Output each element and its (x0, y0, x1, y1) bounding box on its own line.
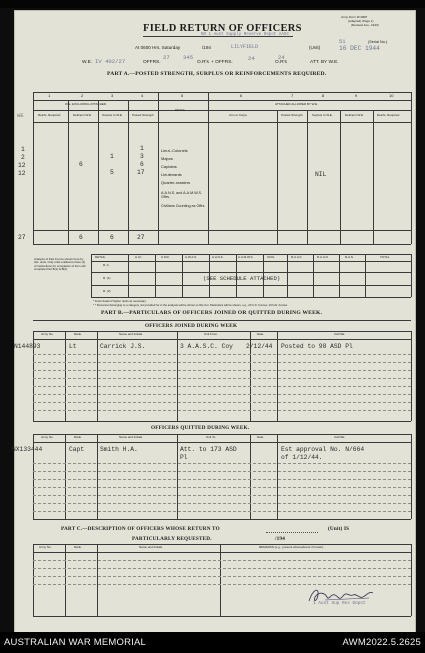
analysis-note: Analysis of Part A to be shown here by ALL units. Only units entitled to have (1) of instructions for completion of form will complete Part B(1) & B(2). (34, 257, 86, 271)
place-stamp: LILYFIELD (231, 44, 259, 50)
col-num-2: 2 (81, 93, 84, 98)
archive-caption-bar (0, 632, 425, 653)
header-date-line: /194 (202, 45, 211, 50)
col2-captains: 6 (79, 161, 83, 168)
detail-lieutenants: Lieutenants (161, 172, 182, 177)
analysis-head-awas: A.W.A.S. (185, 255, 198, 259)
plus-offrs-label: + OFFRS. (211, 60, 233, 65)
margin-we-note: WE (17, 112, 24, 119)
quitted-head-date: Date. (257, 435, 265, 439)
col1-row2: 2 (21, 154, 25, 161)
att-by-we-label: ATT. BY W.E. (310, 60, 339, 65)
total-col1: 27 (18, 234, 26, 241)
part-a-title: PART A.—POSTED STRENGTH, SURPLUS OR REINFORCEMENTS REQUIRED. (107, 71, 327, 77)
unit-stamp: 1 Aust Sup Res Depot (313, 601, 366, 606)
ors2-label: O.R's (275, 60, 287, 65)
col4-lieutenants: 17 (137, 169, 145, 176)
head-reinfs-att: Reinfs. Required (377, 113, 400, 117)
attached-heading: ATTACHED ALLOWED BY W.E. (275, 102, 319, 106)
analysis-head-ran: R.A.N. (345, 255, 354, 259)
quitted-title: OFFICERS QUITTED DURING WEEK. (151, 425, 250, 431)
joined-rank: Lt (69, 343, 77, 350)
quitted-rank: Capt (69, 446, 85, 453)
unit-typed: NO 1 Aust Supply Reserve Depot AASC (201, 33, 289, 37)
detail-majors: Majors (161, 156, 174, 161)
col1-row4: 12 (18, 170, 26, 177)
form-title: FIELD RETURN OF OFFICERS (143, 23, 302, 34)
footnote-higher-ranks: * Insert detail of higher ranks as necessary. (93, 299, 147, 303)
we-label: W.E. (82, 60, 93, 65)
joined-head-rank: Rank. (74, 332, 82, 336)
head-deficient: Deficient W.E. (73, 113, 92, 117)
col4-lt-col: 1 (140, 145, 144, 152)
part-c-title: PART C.—DESCRIPTION OF OFFICERS WHOSE RETURN TO (61, 526, 220, 532)
quitted-army-no: NX133444 (12, 446, 43, 453)
quitted-unit-to-cont: Pl (180, 454, 188, 461)
ors-value: 345 (183, 54, 194, 61)
total-col4: 27 (137, 234, 145, 241)
form-ref-army-form: Army Form W.3008 (341, 15, 367, 19)
analysis-row-a: R. A. (103, 263, 110, 267)
quitted-unit-to: Att. to 173 ASD (180, 446, 237, 453)
joined-head-army-no: Army No. (41, 332, 54, 336)
col1-row3: 12 (18, 162, 26, 169)
part-c-head-rank: Rank. (74, 545, 82, 549)
part-c-head-remarks: REMARKS (e.g., present whereabouts if known). (259, 545, 325, 549)
nil-value: NIL (315, 171, 327, 178)
archive-caption-left: AUSTRALIAN WAR MEMORIAL (4, 637, 147, 648)
head-deficient-att: Deficient W.E. (345, 113, 364, 117)
col1-row1: 1 (21, 146, 25, 153)
analysis-head-detail: DETAIL (95, 255, 106, 259)
col4-majors: 3 (140, 153, 144, 160)
head-posted-strength: Posted Strength (132, 113, 154, 117)
col-num-8: 8 (322, 93, 325, 98)
col3-lieutenants: 5 (110, 169, 114, 176)
analysis-head-aans: A.A.N.S. (212, 255, 224, 259)
head-surplus: Surplus to W.E. (102, 113, 123, 117)
analysis-head-civil: CIVIL (267, 255, 275, 259)
col-num-7: 7 (291, 93, 294, 98)
analysis-row-r1: R. (1) (103, 276, 111, 280)
quitted-head-unit-to: Unit To. (206, 435, 217, 439)
archive-caption-right: AWM2022.5.2625 (342, 637, 421, 648)
joined-head-cause: CAUSE. (334, 332, 346, 336)
joined-title: OFFICERS JOINED DURING WEEK (145, 323, 238, 329)
head-reinfs-required: Reinfs. Required (38, 113, 61, 117)
footnote-personnel: * * Personnel belonging to a category not provided for in the analysis will be shown in this Col. Particulars will be shown, e.g., 20 U.K. Forces; 10 N.E. Forces. (93, 303, 288, 307)
quitted-name: Smith H.A. (100, 446, 138, 453)
detail-civilians: Civilians Counting as Offrs. (161, 204, 206, 208)
serial-typed: 51 (339, 38, 346, 45)
joined-unit-from: 3 A.A.S.C. Coy (180, 343, 233, 350)
col-num-6: 6 (240, 93, 243, 98)
joined-name: Carrick J.S. (100, 343, 146, 350)
col4-captains: 6 (140, 161, 144, 168)
quitted-head-rank: Rank. (74, 435, 82, 439)
quitted-head-army-no: Army No. (41, 435, 54, 439)
analysis-head-total: TOTAL (380, 255, 390, 259)
total-col3: 6 (110, 234, 114, 241)
form-ref-adapted: (Adapted) (Page 1) (348, 19, 374, 23)
offrs-value: 27 (163, 54, 170, 61)
analysis-head-aamws: A.A.M.W.S. (238, 255, 254, 259)
we-excl-heading: W.E. EXCLUDING ATTACHED. (65, 102, 107, 106)
detail-captains: Captains (161, 164, 177, 169)
joined-cause: Posted to 98 ASD Pl (281, 343, 353, 350)
part-c-head-army-no: Army No. (39, 545, 52, 549)
unit-label: (Unit) (309, 45, 321, 50)
quitted-head-name: Name and Initials. (119, 435, 144, 439)
analysis-head-raaf: R.A.A.F. (291, 255, 303, 259)
col-num-3: 3 (111, 93, 114, 98)
analysis-head-raan: R.A.A.N. (317, 255, 329, 259)
offrs-label: OFFRS. (143, 60, 161, 65)
part-c-head-name: Name and Initials. (139, 545, 164, 549)
joined-head-unit-from: Unit From. (204, 332, 219, 336)
serial-label: (Serial No.) (368, 40, 388, 44)
col-num-9: 9 (355, 93, 358, 98)
head-arm-corps: Arm or Corps (229, 113, 247, 117)
top-border (0, 0, 425, 8)
joined-army-no: N144893 (14, 343, 41, 350)
part-c-unit-label: (Unit) IS (328, 526, 350, 532)
quitted-head-cause: CAUSE. (334, 435, 346, 439)
head-detail: DETAIL (175, 108, 186, 112)
col-num-10: 10 (389, 93, 394, 98)
joined-head-name: Name and Initials. (119, 332, 144, 336)
part-c-title-2: PARTICULARLY REQUESTED. (132, 536, 212, 542)
head-surplus-att: Surplus to W.E. (312, 113, 333, 117)
col3-majors: 1 (110, 153, 114, 160)
detail-aans-aamws: A.A.N.S. and A.A.M.W.S. Offrs. (161, 191, 202, 200)
total-col2: 6 (79, 234, 83, 241)
part-c-date-line: /194 (275, 536, 286, 542)
form-ref-revised: (Revised Jan., 1943) (351, 23, 379, 27)
part-b-title: PART B.—PARTICULARS OF OFFICERS JOINED OR QUITTED DURING WEEK. (101, 310, 323, 316)
schedule-attached-note: (SEE SCHEDULE ATTACHED) (203, 275, 281, 282)
col-num-1: 1 (48, 93, 51, 98)
quitted-cause: Est approval No. N/664 (281, 446, 365, 453)
at-hours-line: At 0600 Hrs. Saturday (135, 45, 181, 50)
joined-date: 2/12/44 (246, 343, 273, 350)
col-num-4: 4 (141, 93, 144, 98)
detail-lt-colonels: Lieut.-Colonels (161, 148, 188, 153)
field-return-form (14, 10, 416, 634)
we-value: IV 402/27 (95, 58, 126, 65)
detail-quartermasters: Quarter-masters (161, 180, 191, 185)
date-stamp: 16 DEC 1944 (339, 45, 380, 52)
ors2-value: 24 (278, 54, 285, 61)
ors-label: O.R's (197, 60, 209, 65)
analysis-head-cmf: C.M.F. (161, 255, 170, 259)
analysis-head-aif: A.I.F. (135, 255, 142, 259)
quitted-cause-cont: of 1/12/44. (281, 454, 323, 461)
analysis-row-r2: R. (2) (103, 289, 111, 293)
col-num-5: 5 (181, 93, 184, 98)
joined-head-date: Date. (257, 332, 265, 336)
offrs2-value: 24 (248, 55, 255, 62)
head-posted-strength-att: Posted Strength (281, 113, 303, 117)
